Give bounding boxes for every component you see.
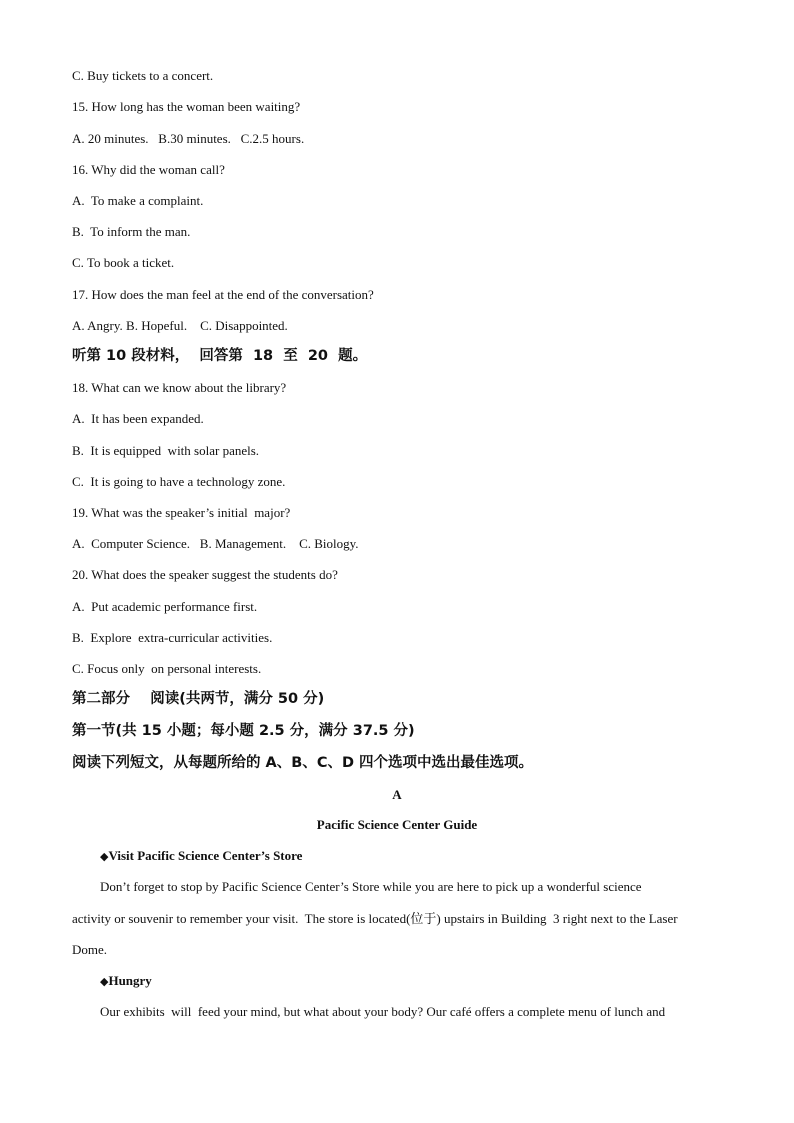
- q20-question: 20. What does the speaker suggest the students do?: [72, 567, 338, 582]
- store-paragraph-line-2: activity or souvenir to remember your visit. The store is located(位于) upstairs in Building 3 right next to the Laser: [72, 911, 678, 926]
- q18-question: 18. What can we know about the library?: [72, 380, 287, 395]
- q16-option-c: C. To book a ticket.: [72, 255, 175, 270]
- reading-instruction: 阅读下列短文，从每题所给的 A、B、C、D 四个选项中选出最佳选项。: [72, 755, 534, 771]
- store-heading-text: Visit Pacific Science Center’s Store: [108, 848, 303, 863]
- store-paragraph-line-1: Don’t forget to stop by Pacific Science Center’s Store while you are here to pick up a wonderful science: [100, 879, 642, 894]
- diamond-bullet-icon: ◆: [100, 975, 109, 988]
- diamond-bullet-icon: ◆: [100, 850, 109, 863]
- q18-option-a: A. It has been expanded.: [72, 411, 204, 426]
- q20-option-a: A. Put academic performance first.: [72, 599, 258, 614]
- q20-option-b: B. Explore extra-curricular activities.: [72, 630, 273, 645]
- q16-option-b: B. To inform the man.: [72, 224, 191, 239]
- q17-question: 17. How does the man feel at the end of the conversation?: [72, 287, 374, 302]
- q14-option-c: C. Buy tickets to a concert.: [72, 68, 214, 83]
- store-paragraph-line-3: Dome.: [72, 942, 108, 957]
- hungry-heading: [100, 973, 152, 990]
- q19-options: A. Computer Science. B. Management. C. Biology.: [72, 536, 359, 551]
- store-heading: [100, 848, 302, 865]
- q18-option-c: C. It is going to have a technology zone.: [72, 474, 286, 489]
- q16-option-a: A. To make a complaint.: [72, 193, 204, 208]
- section-one-title: 第一节(共 15 小题；每小题 2.5 分，满分 37.5 分): [72, 723, 415, 739]
- q18-option-b: B. It is equipped with solar panels.: [72, 443, 260, 458]
- q19-question: 19. What was the speaker’s initial major?: [72, 505, 291, 520]
- q17-options: A. Angry. B. Hopeful. C. Disappointed.: [72, 318, 288, 333]
- q16-question: 16. Why did the woman call?: [72, 162, 225, 177]
- q20-option-c: C. Focus only on personal interests.: [72, 661, 262, 676]
- hungry-paragraph-line-1: Our exhibits will feed your mind, but what about your body? Our café offers a complete menu of lunch and: [100, 1004, 666, 1019]
- q15-question: 15. How long has the woman been waiting?: [72, 99, 301, 114]
- section10-instruction: 听第 10 段材料， 回答第 18 至 20 题。: [72, 348, 368, 364]
- passage-title: Pacific Science Center Guide: [316, 817, 478, 832]
- passage-letter: A: [392, 787, 402, 802]
- hungry-heading-text: Hungry: [108, 973, 152, 988]
- q15-options: A. 20 minutes. B.30 minutes. C.2.5 hours.: [72, 131, 305, 146]
- part-two-title: 第二部分 阅读(共两节，满分 50 分): [72, 691, 325, 707]
